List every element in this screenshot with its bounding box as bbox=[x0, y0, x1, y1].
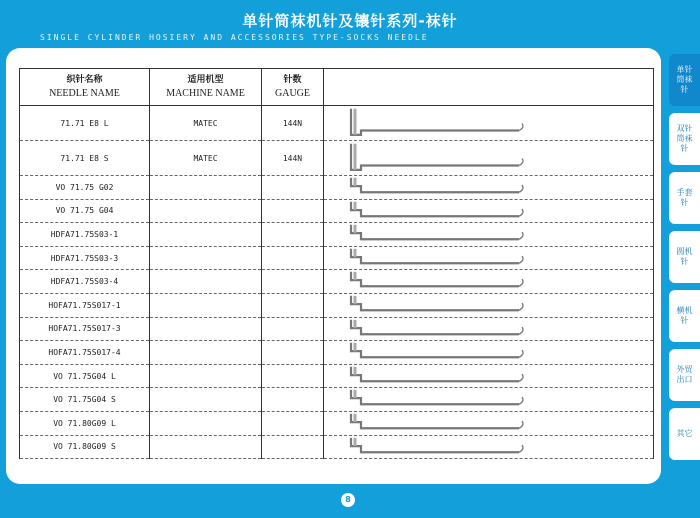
table-row bbox=[20, 176, 654, 200]
table-row bbox=[20, 388, 654, 412]
needle-illustration bbox=[349, 106, 529, 140]
table-header-row bbox=[20, 69, 654, 106]
gauge-cell bbox=[262, 293, 324, 317]
machine-cell bbox=[150, 223, 262, 247]
gauge-cell bbox=[262, 317, 324, 341]
table-row bbox=[20, 141, 654, 176]
table-row bbox=[20, 293, 654, 317]
needle-illustration bbox=[349, 200, 529, 223]
table-row bbox=[20, 199, 654, 223]
needle-illustration bbox=[349, 223, 529, 246]
table-row bbox=[20, 106, 654, 141]
table-row bbox=[20, 246, 654, 270]
gauge-cell bbox=[262, 223, 324, 247]
machine-cell bbox=[150, 246, 262, 270]
needle-name-cell: HDFA71.75S03-1 bbox=[20, 223, 150, 247]
sidebar-tab[interactable]: 单针筒袜针 bbox=[669, 54, 700, 106]
page-title: 单针筒袜机针及镶针系列-袜针 bbox=[242, 12, 458, 30]
machine-cell bbox=[150, 199, 262, 223]
needle-image-cell bbox=[324, 106, 654, 141]
table-row bbox=[20, 435, 654, 459]
machine-cell: MATEC bbox=[150, 141, 262, 176]
table-row bbox=[20, 411, 654, 435]
needle-image-cell bbox=[324, 388, 654, 412]
table-row bbox=[20, 341, 654, 365]
machine-cell bbox=[150, 388, 262, 412]
content-panel bbox=[6, 48, 661, 484]
machine-cell bbox=[150, 176, 262, 200]
needle-image-cell bbox=[324, 364, 654, 388]
table-row bbox=[20, 317, 654, 341]
needle-image-cell bbox=[324, 176, 654, 200]
needle-image-cell bbox=[324, 411, 654, 435]
gauge-cell bbox=[262, 246, 324, 270]
header-gauge: 针数 GAUGE bbox=[262, 69, 324, 106]
needle-name-cell: 71.71 E8 S bbox=[20, 141, 150, 176]
needle-name-cell: VO 71.75G04 S bbox=[20, 388, 150, 412]
needle-image-cell bbox=[324, 293, 654, 317]
needle-name-cell: HOFA71.75S017-3 bbox=[20, 317, 150, 341]
gauge-cell bbox=[262, 341, 324, 365]
page-number: 8 bbox=[341, 493, 355, 507]
needle-illustration bbox=[349, 294, 529, 317]
needle-image-cell bbox=[324, 246, 654, 270]
needle-name-cell: VO 71.80G09 L bbox=[20, 411, 150, 435]
needle-image-cell bbox=[324, 435, 654, 459]
needle-illustration bbox=[349, 365, 529, 388]
page-subtitle: SINGLE CYLINDER HOSIERY AND ACCESSORIES TYPE-SOCKS NEEDLE bbox=[40, 33, 429, 42]
sidebar-tab[interactable]: 圆机针 bbox=[669, 231, 700, 283]
needle-name-cell: VO 71.80G09 S bbox=[20, 435, 150, 459]
gauge-cell bbox=[262, 435, 324, 459]
needle-table bbox=[19, 68, 654, 459]
table-row bbox=[20, 364, 654, 388]
gauge-cell bbox=[262, 411, 324, 435]
machine-cell: MATEC bbox=[150, 106, 262, 141]
needle-name-cell: 71.71 E8 L bbox=[20, 106, 150, 141]
sidebar-tab[interactable]: 外贸出口 bbox=[669, 349, 700, 401]
sidebar-tab[interactable]: 其它 bbox=[669, 408, 700, 460]
header-machine-name: 适用机型 MACHINE NAME bbox=[150, 69, 262, 106]
machine-cell bbox=[150, 364, 262, 388]
needle-image-cell bbox=[324, 341, 654, 365]
needle-illustration bbox=[349, 412, 529, 435]
gauge-cell bbox=[262, 388, 324, 412]
sidebar-tabs bbox=[669, 54, 700, 467]
machine-cell bbox=[150, 341, 262, 365]
gauge-cell bbox=[262, 176, 324, 200]
gauge-cell bbox=[262, 270, 324, 294]
sidebar-tab[interactable]: 双针筒袜针 bbox=[669, 113, 700, 165]
machine-cell bbox=[150, 270, 262, 294]
needle-name-cell: HOFA71.75S017-1 bbox=[20, 293, 150, 317]
gauge-cell: 144N bbox=[262, 106, 324, 141]
machine-cell bbox=[150, 317, 262, 341]
needle-illustration bbox=[349, 270, 529, 293]
needle-illustration bbox=[349, 247, 529, 270]
needle-illustration bbox=[349, 141, 529, 175]
needle-illustration bbox=[349, 341, 529, 364]
needle-illustration bbox=[349, 176, 529, 199]
needle-illustration bbox=[349, 436, 529, 459]
needle-illustration bbox=[349, 318, 529, 341]
needle-image-cell bbox=[324, 141, 654, 176]
sidebar-tab[interactable]: 手套针 bbox=[669, 172, 700, 224]
needle-image-cell bbox=[324, 199, 654, 223]
header-needle-name: 织针名称 NEEDLE NAME bbox=[20, 69, 150, 106]
needle-image-cell bbox=[324, 317, 654, 341]
needle-image-cell bbox=[324, 223, 654, 247]
gauge-cell: 144N bbox=[262, 141, 324, 176]
needle-illustration bbox=[349, 388, 529, 411]
table-row bbox=[20, 270, 654, 294]
needle-name-cell: VO 71.75 G04 bbox=[20, 199, 150, 223]
machine-cell bbox=[150, 293, 262, 317]
machine-cell bbox=[150, 435, 262, 459]
needle-name-cell: VO 71.75G04 L bbox=[20, 364, 150, 388]
needle-name-cell: HDFA71.75S03-3 bbox=[20, 246, 150, 270]
needle-image-cell bbox=[324, 270, 654, 294]
table-row bbox=[20, 223, 654, 247]
needle-name-cell: HDFA71.75S03-4 bbox=[20, 270, 150, 294]
gauge-cell bbox=[262, 199, 324, 223]
needle-name-cell: VO 71.75 G02 bbox=[20, 176, 150, 200]
machine-cell bbox=[150, 411, 262, 435]
sidebar-tab[interactable]: 横机针 bbox=[669, 290, 700, 342]
header-image bbox=[324, 69, 654, 106]
needle-name-cell: HOFA71.75S017-4 bbox=[20, 341, 150, 365]
gauge-cell bbox=[262, 364, 324, 388]
